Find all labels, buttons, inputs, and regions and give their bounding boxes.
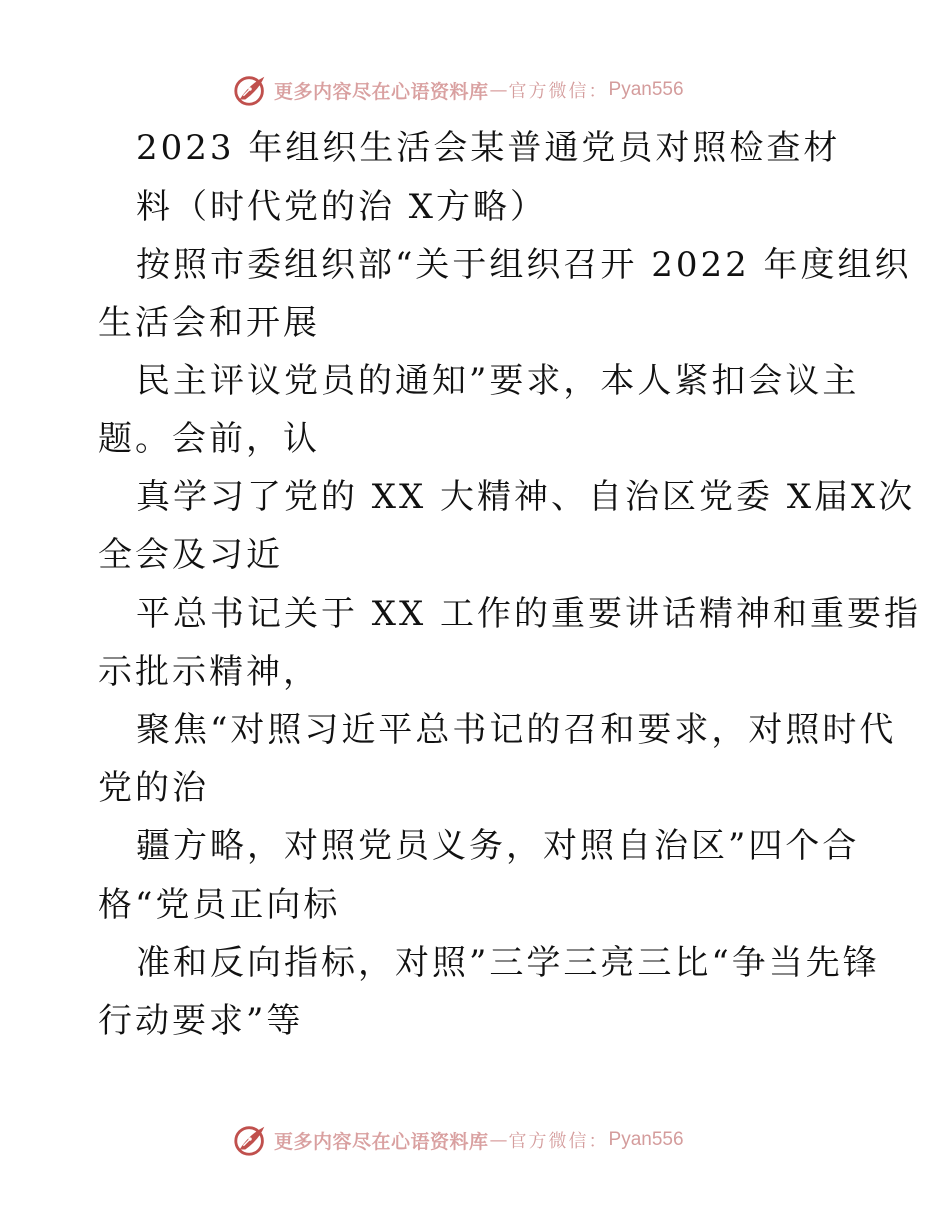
doc-paragraph-line: 示批示精神， — [98, 652, 320, 692]
footer-brand-text: 更多内容尽在心语资料库 — [274, 1130, 489, 1153]
header-brand-text: 更多内容尽在心语资料库 — [274, 80, 489, 103]
footer-banner — [232, 1120, 752, 1160]
doc-paragraph-line: 题。会前，认 — [98, 419, 320, 459]
header-wechat-account: Pyan556 — [608, 79, 684, 100]
doc-title-line-2: 料（时代党的治 X方略） — [136, 187, 548, 227]
doc-paragraph-line: 准和反向指标，对照”三学三亮三比“争当先锋 — [136, 943, 880, 983]
header-wechat-label: 官方微信： — [508, 81, 609, 102]
doc-paragraph-line: 全会及习近 — [98, 535, 283, 575]
header-banner — [232, 70, 752, 110]
doc-paragraph-line: 民主评议党员的通知”要求，本人紧扣会议主 — [136, 361, 860, 401]
doc-paragraph-line: 格“党员正向标 — [98, 885, 341, 925]
doc-paragraph-line: 聚焦“对照习近平总书记的召和要求，对照时代 — [136, 710, 897, 750]
doc-paragraph-line: 党的治 — [98, 768, 209, 808]
footer-wechat-label: 官方微信： — [508, 1131, 609, 1152]
header-dash: — — [489, 79, 508, 101]
doc-title-line-1: 2023 年组织生活会某普通党员对照检查材 — [136, 128, 841, 168]
doc-paragraph-line: 生活会和开展 — [98, 303, 320, 343]
doc-paragraph-line: 平总书记关于 XX 工作的重要讲话精神和重要指 — [136, 594, 922, 634]
doc-paragraph-line: 疆方略，对照党员义务，对照自治区”四个合 — [136, 826, 860, 866]
pen-nib-logo-icon — [232, 71, 270, 109]
doc-paragraph-line: 按照市委组织部“关于组织召开 2022 年度组织 — [136, 245, 912, 285]
doc-paragraph-line: 行动要求”等 — [98, 1001, 304, 1041]
doc-paragraph-line: 真学习了党的 XX 大精神、自治区党委 X届X次 — [136, 477, 916, 517]
footer-dash: — — [489, 1129, 508, 1151]
footer-wechat-account: Pyan556 — [608, 1129, 684, 1150]
pen-nib-logo-icon — [232, 1121, 270, 1159]
